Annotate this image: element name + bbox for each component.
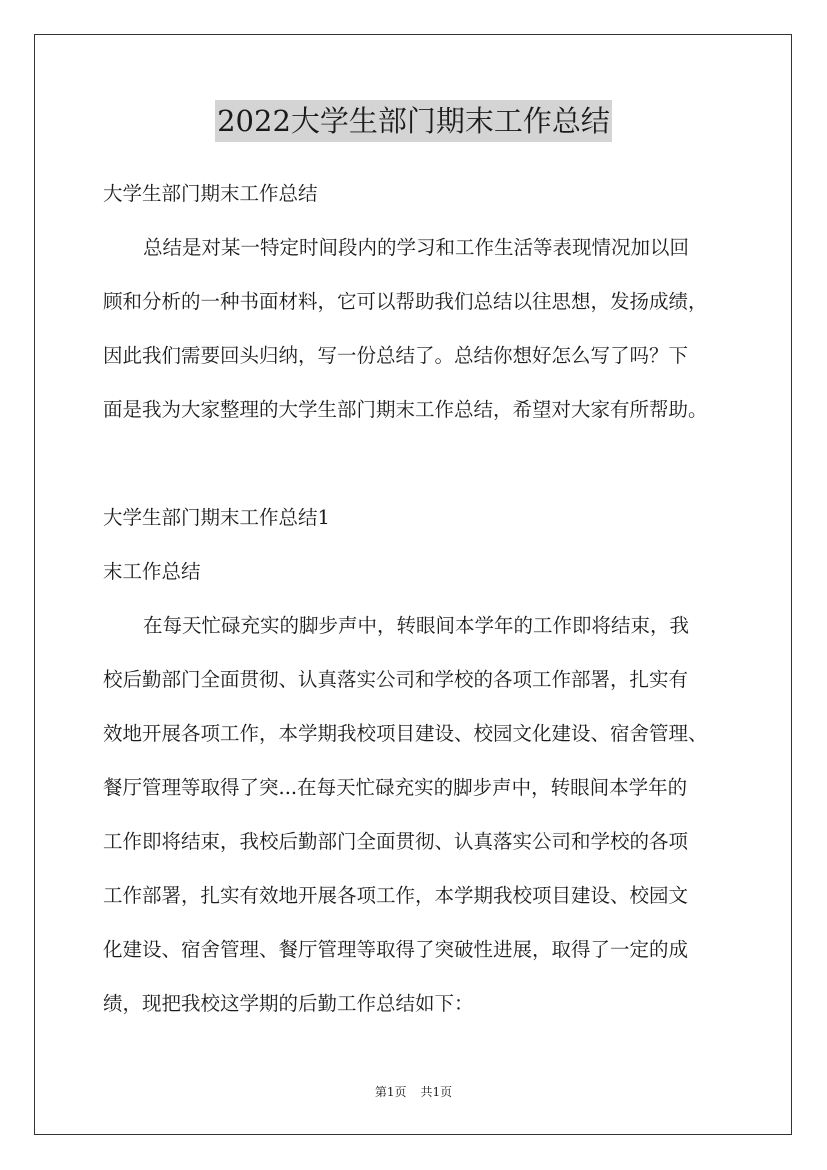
body-line-4: 餐厅管理等取得了突...在每天忙碌充实的脚步声中，转眼间本学年的 [103,776,688,799]
intro-line-3: 因此我们需要回头归纳，写一份总结了。总结你想好怎么写了吗？下 [103,344,689,367]
section-heading-1: 大学生部门期末工作总结1 [103,506,330,529]
page-footer [0,1083,827,1100]
body-line-7: 化建设、宿舍管理、餐厅管理等取得了突破性进展，取得了一定的成 [103,938,689,961]
body-line-3: 效地开展各项工作，本学期我校项目建设、校园文化建设、宿舍管理、 [103,722,708,745]
body-line-8: 绩，现把我校这学期的后勤工作总结如下： [103,992,474,1015]
intro-line-2: 顾和分析的一种书面材料，它可以帮助我们总结以往思想，发扬成绩， [103,290,708,313]
body-line-6: 工作部署，扎实有效地开展各项工作，本学期我校项目建设、校园文 [103,884,689,907]
body-line-2: 校后勤部门全面贯彻、认真落实公司和学校的各项工作部署，扎实有 [103,668,689,691]
document-title [0,100,827,142]
section-subheading: 末工作总结 [103,560,201,583]
page-number: 第1页 [374,1085,407,1099]
body-line-5: 工作即将结束，我校后勤部门全面贯彻、认真落实公司和学校的各项 [103,830,689,853]
page-total: 共1页 [420,1085,453,1099]
document-title-text: 2022大学生部门期末工作总结 [215,100,612,142]
body-line-1: 在每天忙碌充实的脚步声中，转眼间本学年的工作即将结束，我 [143,614,690,637]
intro-line-1: 总结是对某一特定时间段内的学习和工作生活等表现情况加以回 [143,236,690,259]
subtitle-line: 大学生部门期末工作总结 [103,182,318,205]
intro-line-4: 面是我为大家整理的大学生部门期末工作总结，希望对大家有所帮助。 [103,398,708,421]
